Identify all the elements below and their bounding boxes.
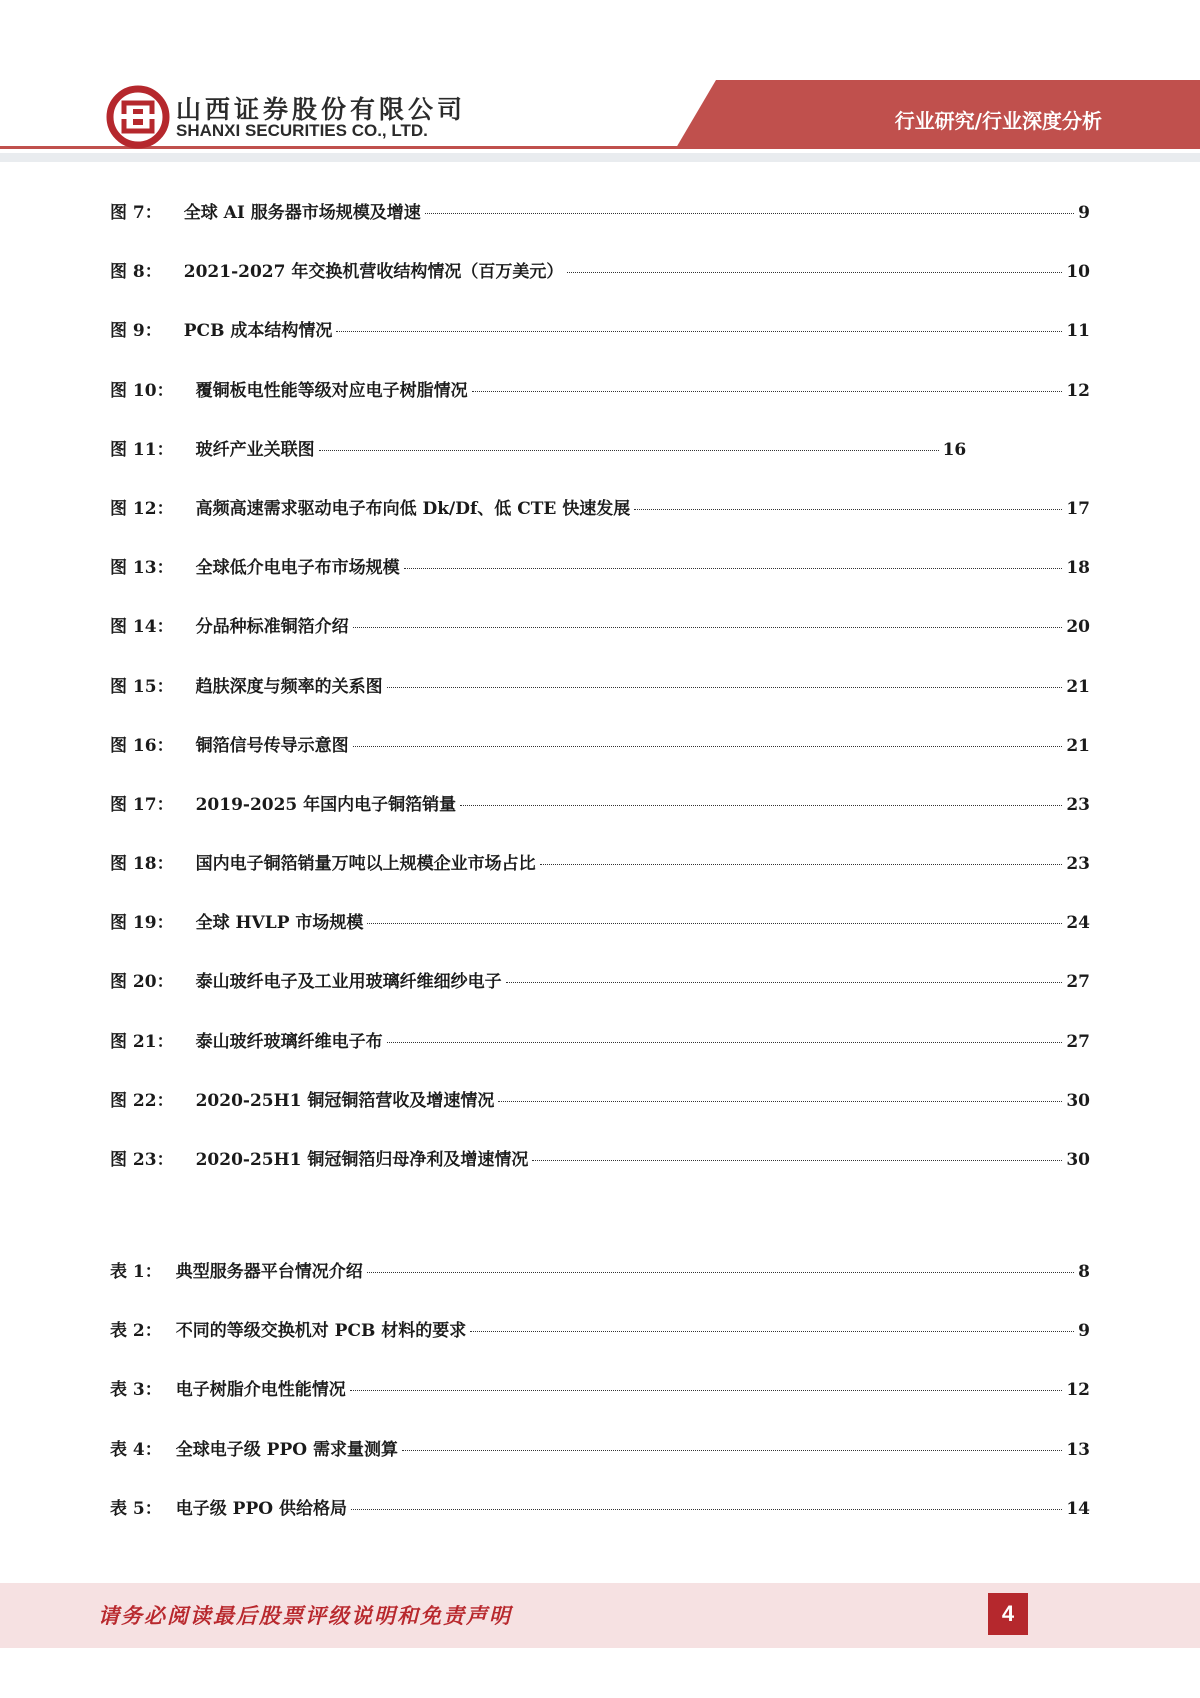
figure-title: 2021-2027 年交换机营收结构情况（百万美元）: [183, 262, 564, 283]
toc-row[interactable]: [110, 849, 1090, 908]
tables-list: [110, 1257, 1090, 1553]
figure-title: 铜箔信号传导示意图: [195, 735, 349, 756]
page-ref: 23: [1066, 794, 1090, 815]
figure-label: 图 14：: [110, 617, 174, 638]
page-ref: 11: [1066, 321, 1090, 342]
figure-title: 2019-2025 年国内电子铜箔销量: [195, 794, 457, 815]
dot-leader: [367, 1272, 1074, 1273]
figure-label: 图 15：: [110, 676, 174, 697]
page-ref: 17: [1066, 498, 1090, 519]
figure-label: 图 18：: [110, 854, 174, 875]
figure-label: 图 17：: [110, 794, 174, 815]
page-ref: 27: [1066, 1031, 1090, 1052]
page-number: 4: [988, 1593, 1028, 1635]
toc-row[interactable]: [110, 1375, 1090, 1434]
toc-row[interactable]: [110, 1435, 1090, 1494]
dot-leader: [506, 982, 1063, 983]
page-ref: 30: [1066, 1150, 1090, 1170]
figure-label: 图 8：: [110, 262, 162, 283]
figure-label: 图 11：: [110, 439, 174, 460]
dot-leader: [460, 805, 1062, 806]
figure-title: 国内电子铜箔销量万吨以上规模企业市场占比: [195, 854, 536, 875]
figure-label: 图 20：: [110, 972, 174, 993]
disclaimer-link[interactable]: 请务必阅读最后股票评级说明和免责声明: [98, 1603, 512, 1628]
toc-row[interactable]: [110, 672, 1090, 731]
toc-row[interactable]: [110, 435, 1090, 494]
page-ref: 12: [1066, 1380, 1090, 1401]
page-ref: 14: [1066, 1498, 1090, 1519]
dot-leader: [402, 1450, 1062, 1451]
table-label: 表 1：: [110, 1262, 162, 1282]
figure-label: 图 13：: [110, 558, 174, 579]
dot-leader: [367, 923, 1062, 924]
dot-leader: [353, 627, 1063, 628]
toc-row[interactable]: [110, 612, 1090, 671]
table-title: 全球电子级 PPO 需求量测算: [175, 1439, 398, 1460]
dot-leader: [425, 213, 1074, 214]
figure-label: 图 23：: [110, 1150, 174, 1170]
figure-title: 趋肤深度与频率的关系图: [195, 676, 383, 697]
page-ref: 21: [1066, 735, 1090, 756]
figure-title: 泰山玻纤玻璃纤维电子布: [195, 1031, 383, 1052]
dot-leader: [498, 1101, 1062, 1102]
dot-leader: [634, 509, 1062, 510]
figure-label: 图 7：: [110, 203, 162, 223]
toc-row[interactable]: [110, 908, 1090, 967]
dot-leader: [387, 687, 1063, 688]
figure-label: 图 21：: [110, 1031, 174, 1052]
page-header: [0, 0, 1200, 165]
figure-label: 图 10：: [110, 380, 174, 401]
report-category: 行业研究/行业深度分析: [894, 109, 1102, 133]
figure-title: 覆铜板电性能等级对应电子树脂情况: [195, 380, 468, 401]
toc-row[interactable]: [110, 1316, 1090, 1375]
page-ref: 20: [1066, 617, 1090, 638]
figure-title: 泰山玻纤电子及工业用玻璃纤维细纱电子: [195, 972, 502, 993]
page-ref: 8: [1078, 1262, 1090, 1282]
dot-leader: [351, 1509, 1062, 1510]
toc-row[interactable]: [110, 1086, 1090, 1145]
dot-leader: [404, 568, 1063, 569]
page-ref: 27: [1066, 972, 1090, 993]
figure-title: 玻纤产业关联图: [195, 439, 315, 460]
page-ref: 23: [1066, 854, 1090, 875]
figure-title: 2020-25H1 铜冠铜箔归母净利及增速情况: [195, 1150, 529, 1170]
dot-leader: [470, 1331, 1074, 1332]
figure-title: 分品种标准铜箔介绍: [195, 617, 349, 638]
toc-row[interactable]: [110, 967, 1090, 1026]
figure-label: 图 19：: [110, 913, 174, 934]
figure-label: 图 22：: [110, 1090, 174, 1111]
dot-leader: [472, 391, 1063, 392]
toc-row[interactable]: [110, 731, 1090, 790]
table-label: 表 5：: [110, 1498, 162, 1519]
table-title: 不同的等级交换机对 PCB 材料的要求: [175, 1321, 467, 1342]
page-ref: 13: [1066, 1439, 1090, 1460]
dot-leader: [387, 1042, 1063, 1043]
toc-row[interactable]: [110, 1027, 1090, 1086]
page-ref: 30: [1066, 1090, 1090, 1111]
toc-row[interactable]: [110, 494, 1090, 553]
toc-row[interactable]: [110, 376, 1090, 435]
figure-title: PCB 成本结构情况: [183, 321, 333, 342]
figure-title: 高频高速需求驱动电子布向低 Dk/Df、低 CTE 快速发展: [195, 498, 631, 519]
company-name-cn: 山西证券股份有限公司: [176, 95, 467, 124]
table-label: 表 3：: [110, 1380, 162, 1401]
company-name-en: SHANXI SECURITIES CO., LTD.: [176, 121, 428, 140]
toc-row[interactable]: [110, 1494, 1090, 1553]
dot-leader: [353, 746, 1063, 747]
figure-label: 图 9：: [110, 321, 162, 342]
dot-leader: [336, 331, 1062, 332]
toc-row[interactable]: [110, 316, 1090, 375]
page-ref: 24: [1066, 913, 1090, 934]
table-title: 电子级 PPO 供给格局: [175, 1498, 347, 1519]
page-ref: 9: [1078, 203, 1090, 223]
figure-title: 全球 HVLP 市场规模: [195, 913, 364, 934]
toc-row[interactable]: [110, 553, 1090, 612]
figure-label: 图 16：: [110, 735, 174, 756]
toc-row[interactable]: [110, 1257, 1090, 1316]
table-label: 表 2：: [110, 1321, 162, 1342]
dot-leader: [319, 450, 939, 451]
toc-row[interactable]: [110, 198, 1090, 257]
page-ref: 18: [1066, 558, 1090, 579]
page-ref: 16: [942, 439, 967, 460]
figure-title: 全球低介电电子布市场规模: [195, 558, 400, 579]
dot-leader: [540, 864, 1063, 865]
table-title: 电子树脂介电性能情况: [175, 1380, 346, 1401]
figures-list: [110, 198, 1090, 1204]
company-logo-icon: [106, 85, 170, 149]
page-ref: 21: [1066, 676, 1090, 697]
figure-title: 全球 AI 服务器市场规模及增速: [183, 203, 421, 223]
dot-leader: [350, 1390, 1063, 1391]
dot-leader: [532, 1160, 1062, 1161]
toc-row[interactable]: [110, 257, 1090, 316]
toc-row[interactable]: [110, 1145, 1090, 1204]
figure-label: 图 12：: [110, 498, 174, 519]
figure-title: 2020-25H1 铜冠铜箔营收及增速情况: [195, 1090, 495, 1111]
dot-leader: [567, 272, 1062, 273]
table-title: 典型服务器平台情况介绍: [175, 1262, 363, 1282]
table-label: 表 4：: [110, 1439, 162, 1460]
page-ref: 9: [1078, 1321, 1090, 1342]
page-ref: 12: [1066, 380, 1090, 401]
toc-row[interactable]: [110, 790, 1090, 849]
page-ref: 10: [1066, 262, 1090, 283]
